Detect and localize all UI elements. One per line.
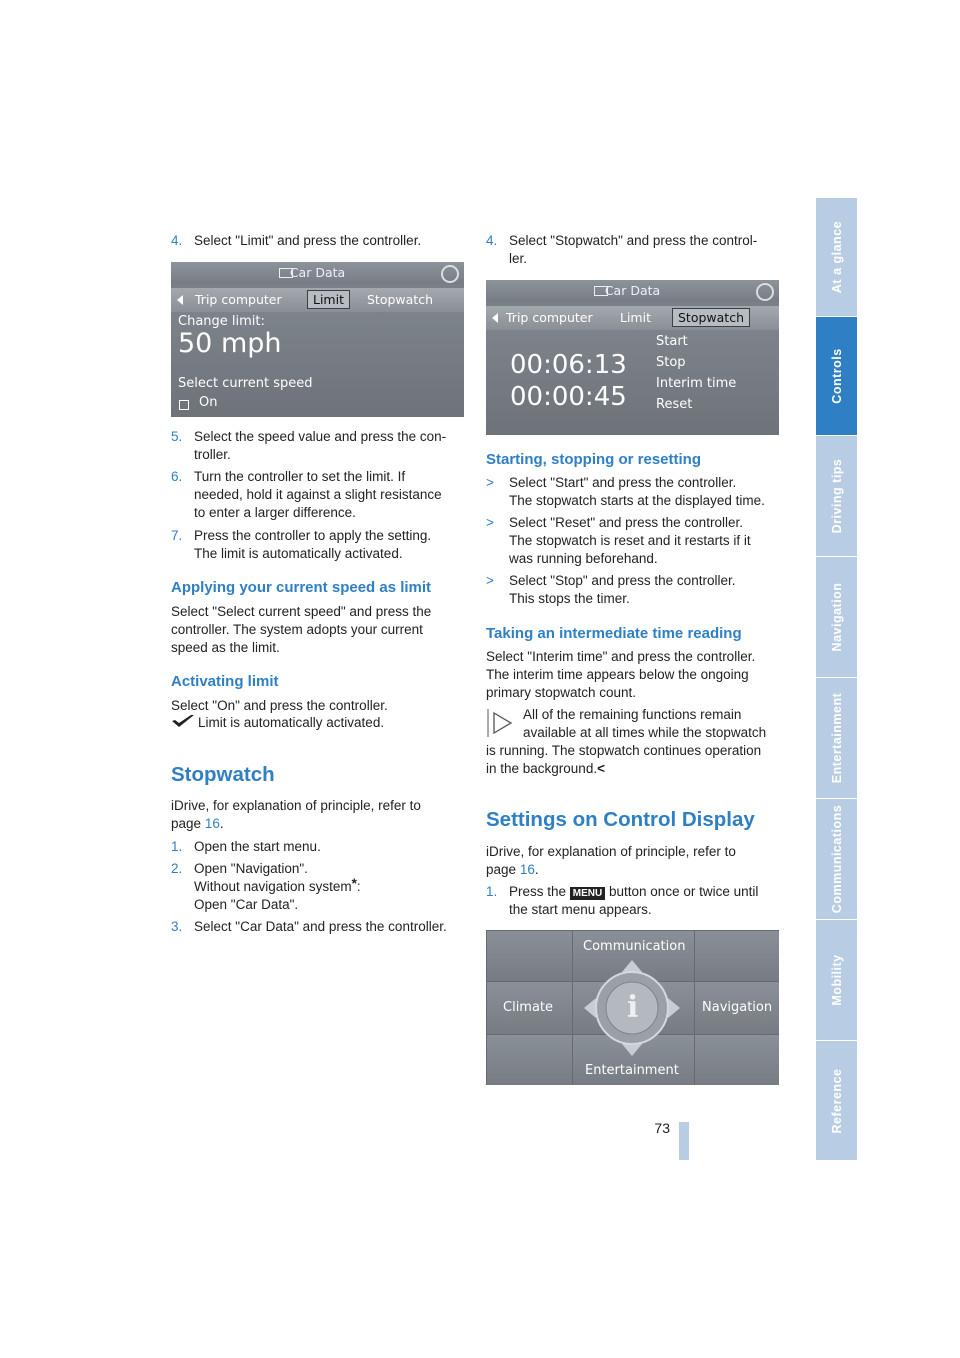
speed-value[interactable]: 50 mph (178, 328, 282, 359)
bullet-mark: > (486, 573, 494, 588)
step-text: Turn the controller to set the limit. If (194, 469, 406, 484)
heading-intermediate-time: Taking an intermediate time reading (486, 625, 742, 642)
step-number: 4. (171, 233, 183, 248)
menu-cell-empty (694, 1034, 779, 1085)
step-text: Select "Car Data" and press the controller. (194, 919, 447, 934)
sidebar-tab-controls[interactable] (816, 317, 857, 436)
info-icon: i (627, 990, 639, 1025)
heading-activating-limit: Activating limit (171, 673, 279, 690)
optional-equipment-star: * (351, 876, 357, 891)
step-number: 6. (171, 469, 183, 484)
page-reference (486, 861, 539, 879)
screen-tabs (171, 288, 464, 312)
menu-navigation[interactable] (694, 981, 779, 1035)
note-line: is running. The stopwatch continues operation (486, 743, 762, 758)
page-ref-dot: . (219, 816, 224, 831)
sidebar-tab-reference[interactable] (816, 1041, 857, 1161)
sidebar-tab-label: Navigation (829, 582, 844, 652)
bullet-mark: > (486, 515, 494, 530)
menu-label: Entertainment (585, 1063, 679, 1078)
menu-label: Climate (503, 1000, 554, 1015)
paragraph-line: Limit is automatically activated. (198, 715, 385, 730)
step-number: 3. (171, 919, 183, 934)
bullet-text: Select "Reset" and press the controller. (509, 515, 743, 530)
menu-label: Navigation (702, 1000, 773, 1015)
page-link[interactable]: 16 (519, 862, 535, 877)
step-text: Select the speed value and press the con- (194, 429, 447, 444)
step-text: Select "Limit" and press the controller. (194, 233, 422, 248)
step-text: The limit is automatically activated. (194, 546, 403, 561)
page-number-bar (679, 1122, 689, 1160)
sidebar-tab-label: Reference (829, 1068, 844, 1133)
heading-apply-current-speed: Applying your current speed as limit (171, 579, 432, 596)
screen-title: Car Data (289, 265, 346, 280)
arrow-left-icon (177, 295, 183, 305)
paragraph-line: primary stopwatch count. (486, 685, 637, 700)
menu-key: MENU (570, 887, 605, 900)
menu-label: Communication (583, 939, 686, 954)
sidebar-tab-driving-tips[interactable] (816, 436, 857, 557)
image-code (769, 379, 777, 429)
change-limit-label: Change limit: (178, 314, 265, 329)
stopwatch-time: 00:06:13 (510, 350, 627, 380)
paragraph-line: Select "Select current speed" and press the (171, 604, 432, 619)
step-text: Press the controller to apply the setting. (194, 528, 432, 543)
bullet-text: The stopwatch starts at the displayed time. (509, 493, 765, 508)
heading-settings-control-display: Settings on Control Display (486, 808, 755, 831)
page-link[interactable]: 16 (204, 816, 220, 831)
heading-starting-stopping: Starting, stopping or resetting (486, 451, 702, 468)
step-text: : (356, 879, 361, 894)
step-number: 1. (486, 884, 498, 899)
bullet-text: Select "Stop" and press the controller. (509, 573, 736, 588)
page-number: 73 (654, 1120, 670, 1136)
sidebar-tab-at-a-glance[interactable] (816, 198, 857, 317)
sidebar-tab-label: Entertainment (829, 692, 844, 784)
tab-trip-computer[interactable]: Trip computer (195, 292, 282, 307)
screen-start-menu (486, 930, 779, 1085)
sidebar-tab-navigation[interactable] (816, 557, 857, 678)
screen-tabs (486, 306, 779, 330)
step-number: 4. (486, 233, 498, 248)
paragraph-line: controller. The system adopts your current (171, 622, 423, 637)
screen-title-bar (171, 262, 464, 284)
step-text: ler. (509, 251, 528, 266)
on-item[interactable]: On (199, 395, 218, 410)
bullet-mark: > (486, 475, 494, 490)
page-ref-dot: . (534, 862, 539, 877)
menu-stop[interactable]: Stop (656, 355, 686, 370)
menu-cell-empty (694, 930, 779, 982)
bullet-text: was running beforehand. (509, 551, 658, 566)
page-reference (171, 815, 224, 833)
paragraph-line: Select "Interim time" and press the controller. (486, 649, 756, 664)
select-current-speed-item[interactable]: Select current speed (178, 376, 313, 391)
note-line: in the background. (486, 761, 598, 776)
screen-limit (171, 262, 464, 417)
step-text: Open the start menu. (194, 839, 321, 854)
sidebar-tab-communications[interactable] (816, 799, 857, 920)
paragraph-line: speed as the limit. (171, 640, 280, 655)
menu-cell-empty (486, 930, 573, 982)
heading-stopwatch: Stopwatch (171, 763, 275, 786)
screen-stopwatch (486, 280, 779, 435)
step-text: Without navigation system (194, 879, 352, 894)
sidebar-tab-label: Mobility (829, 954, 844, 1006)
arrow-left-icon (492, 313, 498, 323)
step-number: 2. (171, 861, 183, 876)
paragraph-line: The interim time appears below the ongoing (486, 667, 749, 682)
sidebar-tab-label: At a glance (829, 220, 844, 294)
tab-trip-computer[interactable]: Trip computer (506, 310, 593, 325)
step-number: 7. (171, 528, 183, 543)
menu-start[interactable]: Start (656, 334, 688, 349)
tab-stopwatch[interactable]: Stopwatch (672, 308, 750, 327)
bullet-text: This stops the timer. (509, 591, 630, 606)
checkbox-icon[interactable] (179, 400, 189, 410)
checkmark-icon (171, 714, 195, 728)
step-text: Open "Navigation". (194, 861, 308, 876)
tab-limit[interactable]: Limit (307, 290, 350, 309)
menu-climate[interactable] (486, 981, 573, 1035)
menu-reset[interactable]: Reset (656, 397, 693, 412)
sidebar-tab-entertainment[interactable] (816, 678, 857, 799)
sidebar-tab-label: Controls (829, 348, 844, 404)
tab-stopwatch[interactable]: Stopwatch (367, 292, 433, 307)
step-text: Open "Car Data". (194, 897, 299, 912)
screen-title: Car Data (604, 283, 661, 298)
step-text: the start menu appears. (509, 902, 652, 917)
sidebar-tab-label: Communications (829, 804, 844, 914)
step-text: Select "Stopwatch" and press the control- (509, 233, 758, 248)
step-text: to enter a larger difference. (194, 505, 356, 520)
controller-icon (441, 265, 459, 283)
note-end-mark: < (597, 761, 605, 776)
bullet-text: Select "Start" and press the controller. (509, 475, 737, 490)
note-line: available at all times while the stopwatch (523, 725, 767, 740)
menu-interim-time[interactable]: Interim time (656, 376, 737, 391)
note-line: All of the remaining functions remain (523, 707, 742, 722)
menu-cell-empty (486, 1034, 573, 1085)
sidebar-tab-mobility[interactable] (816, 920, 857, 1041)
page-ref-prefix: page (171, 816, 202, 831)
sidebar-tab-label: Driving tips (829, 458, 844, 534)
paragraph-line: iDrive, for explanation of principle, refer to (486, 844, 736, 859)
page-ref-prefix: page (486, 862, 517, 877)
step-text: troller. (194, 447, 231, 462)
controller-icon (756, 283, 774, 301)
screen-body (486, 330, 779, 435)
step-text: button once or twice until (609, 884, 759, 899)
screen-body (171, 312, 464, 417)
bullet-text: The stopwatch is reset and it restarts if it (509, 533, 751, 548)
screen-title-bar (486, 280, 779, 302)
interim-time: 00:00:45 (510, 382, 627, 412)
note-triangle-icon (487, 708, 517, 738)
step-number: 1. (171, 839, 183, 854)
step-text: Press the (509, 884, 567, 899)
step-text: needed, hold it against a slight resistance (194, 487, 442, 502)
tab-limit[interactable]: Limit (620, 310, 651, 325)
paragraph-line: Select "On" and press the controller. (171, 698, 388, 713)
image-code (454, 361, 462, 411)
paragraph-line: iDrive, for explanation of principle, refer to (171, 798, 421, 813)
step-number: 5. (171, 429, 183, 444)
